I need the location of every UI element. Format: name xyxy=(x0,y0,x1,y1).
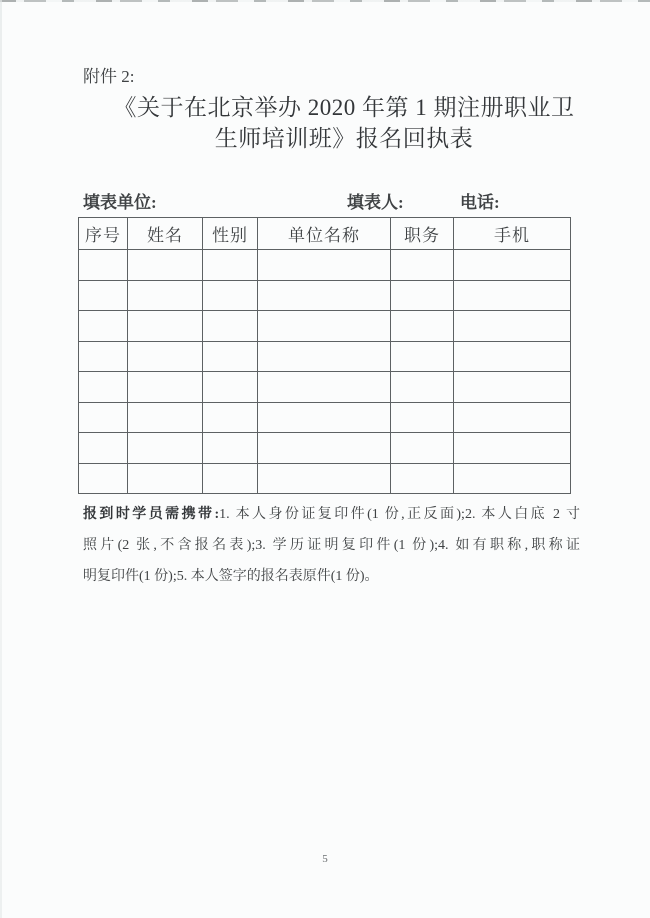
table-cell xyxy=(391,311,454,342)
table-cell xyxy=(203,433,258,464)
table-cell xyxy=(454,372,571,403)
document-title-line-2: 生师培训班》报名回执表 xyxy=(214,126,474,151)
table-row xyxy=(79,341,571,372)
table-cell xyxy=(79,250,128,281)
table-row xyxy=(79,463,571,494)
table-cell xyxy=(79,372,128,403)
table-cell xyxy=(79,433,128,464)
note-line-3: 明复印件(1 份);5. 本人签字的报名表原件(1 份)。 xyxy=(83,569,379,584)
table-header-row xyxy=(79,218,571,250)
table-cell xyxy=(203,250,258,281)
note-line-2: 照片(2 张,不含报名表);3. 学历证明复印件(1 份);4. 如有职称,职称证 xyxy=(83,538,580,553)
table-row xyxy=(79,372,571,403)
table-cell xyxy=(258,341,391,372)
table-cell xyxy=(454,433,571,464)
table-cell xyxy=(128,250,203,281)
table-cell xyxy=(391,433,454,464)
filling-unit-label: 填表单位: xyxy=(83,193,157,212)
table-cell xyxy=(454,280,571,311)
table-cell xyxy=(258,402,391,433)
scan-edge-artifact-top xyxy=(0,0,650,2)
note-line-1-text: 1. 本人身份证复印件(1 份,正反面);2. 本人白底 2 寸 xyxy=(219,507,580,522)
table-cell xyxy=(391,372,454,403)
table-body xyxy=(79,250,571,494)
document-title-line-1: 《关于在北京举办 2020 年第 1 期注册职业卫 xyxy=(113,95,575,120)
table-cell xyxy=(391,280,454,311)
table-cell xyxy=(258,372,391,403)
table-row xyxy=(79,311,571,342)
table-row xyxy=(79,433,571,464)
table-row xyxy=(79,402,571,433)
table-cell xyxy=(128,433,203,464)
table-cell xyxy=(203,402,258,433)
table-cell xyxy=(454,463,571,494)
note-line-1 xyxy=(83,499,580,530)
table-cell xyxy=(79,311,128,342)
table-cell xyxy=(258,311,391,342)
page-number: 5 xyxy=(322,853,328,865)
filler-name-label: 填表人: xyxy=(347,193,404,212)
table-cell xyxy=(391,402,454,433)
document-title xyxy=(44,92,644,154)
table-cell xyxy=(203,463,258,494)
table-cell xyxy=(258,280,391,311)
scan-edge-artifact-left xyxy=(0,0,2,918)
table-cell xyxy=(203,311,258,342)
table-row xyxy=(79,280,571,311)
table-cell xyxy=(391,341,454,372)
table-cell xyxy=(79,402,128,433)
form-info-row xyxy=(0,188,650,210)
attachment-label: 附件 2: xyxy=(83,67,135,86)
table-header-cell-seq: 序号 xyxy=(79,218,128,250)
table-cell xyxy=(128,402,203,433)
checkin-note xyxy=(83,499,580,592)
table-cell xyxy=(79,341,128,372)
table-cell xyxy=(79,463,128,494)
table-cell xyxy=(454,402,571,433)
table-cell xyxy=(203,280,258,311)
table-cell xyxy=(258,250,391,281)
table-cell xyxy=(454,250,571,281)
table-header xyxy=(79,218,571,250)
table-row xyxy=(79,250,571,281)
table-cell xyxy=(454,341,571,372)
table-cell xyxy=(128,372,203,403)
table-cell xyxy=(454,311,571,342)
table-cell xyxy=(203,341,258,372)
table-cell xyxy=(128,341,203,372)
table-cell xyxy=(128,311,203,342)
table-cell xyxy=(79,280,128,311)
signup-table xyxy=(78,217,571,494)
note-leader: 报到时学员需携带: xyxy=(83,507,220,522)
table-header-cell-unit: 单位名称 xyxy=(258,218,391,250)
table-header-cell-gender: 性别 xyxy=(203,218,258,250)
table-header-cell-mobile: 手机 xyxy=(454,218,571,250)
table-header-cell-name: 姓名 xyxy=(128,218,203,250)
phone-label: 电话: xyxy=(460,193,500,212)
table-cell xyxy=(391,463,454,494)
table-cell xyxy=(391,250,454,281)
table-cell xyxy=(128,463,203,494)
table-cell xyxy=(128,280,203,311)
table-cell xyxy=(258,433,391,464)
table-header-cell-title: 职务 xyxy=(391,218,454,250)
table-cell xyxy=(258,463,391,494)
table-cell xyxy=(203,372,258,403)
